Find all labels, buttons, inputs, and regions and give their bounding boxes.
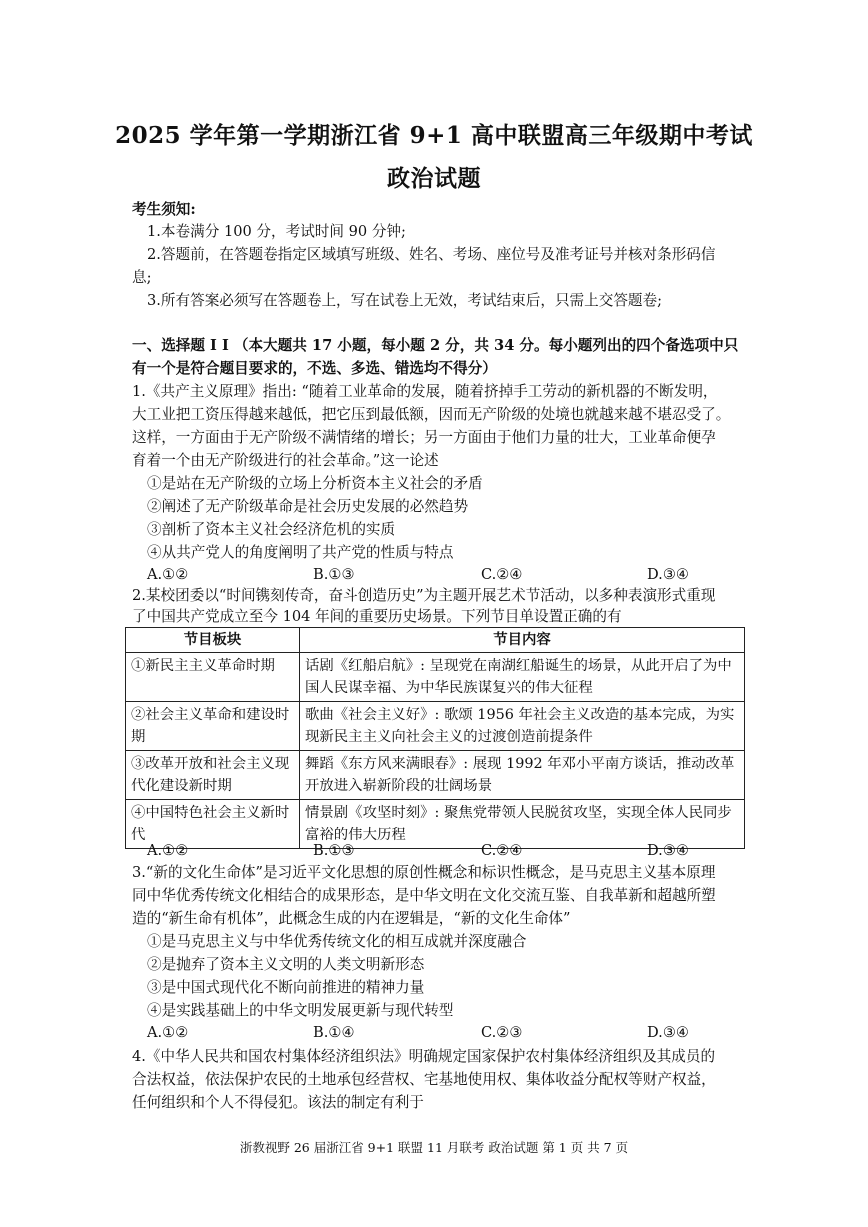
table-cell-period: ②社会主义革命和建设时期 [126,702,300,751]
q1-statement: ②阐述了无产阶级革命是社会历史发展的必然趋势 [147,498,469,515]
q3-option-b[interactable]: B.①④ [313,1024,355,1041]
page-footer: 浙教视野 26 届浙江省 9+1 联盟 11 月联考 政治试题 第 1 页 共 7 页 [239,1140,629,1155]
q4-stem: 任何组织和个人不得侵犯。该法的制定有利于 [132,1094,424,1111]
table-cell-content: 歌曲《社会主义好》: 歌颂 1956 年社会主义改造的基本完成，为实现新民主主义向社会主义的过渡创造前提条件 [300,702,745,751]
notice-item: 2.答题前，在答题卷指定区域填写班级、姓名、考场、座位号及准考证号并核对条形码信 [147,246,716,263]
table-header-row [126,628,745,653]
q3-statement: ④是实践基础上的中华文明发展更新与现代转型 [147,1002,454,1019]
q1-option-b[interactable]: B.①③ [313,566,355,583]
table-header: 节目板块 [126,628,300,653]
q3-option-d[interactable]: D.③④ [647,1024,689,1041]
q2-stem: 了中国共产党成立至今 104 年间的重要历史场景。下列节目单设置正确的有 [132,608,622,625]
q1-option-d[interactable]: D.③④ [647,566,689,583]
q3-statement: ②是抛弃了资本主义文明的人类文明新形态 [147,956,425,973]
table-cell-content: 话剧《红船启航》: 呈现党在南湖红船诞生的场景，从此开启了为中国人民谋幸福、为中华民族谋复兴的伟大征程 [300,653,745,702]
q1-statement: ①是站在无产阶级的立场上分析资本主义社会的矛盾 [147,475,483,492]
notice-item: 1.本卷满分 100 分，考试时间 90 分钟; [147,223,406,240]
notice-item: 3.所有答案必须写在答题卷上，写在试卷上无效，考试结束后，只需上交答题卷; [147,292,663,309]
table-header: 节目内容 [300,628,745,653]
notice-heading: 考生须知: [132,201,196,218]
q2-options [147,842,707,862]
q1-statement: ③剖析了资本主义社会经济危机的实质 [147,521,396,538]
q2-stem: 2.某校团委以“时间镌刻传奇，奋斗创造历史”为主题开展艺术节活动，以多种表演形式重现 [132,587,716,604]
q2-option-c[interactable]: C.②④ [481,842,523,859]
q1-stem: 育着一个由无产阶级进行的社会革命。”这一论述 [132,452,439,469]
program-table [125,627,745,849]
q3-statement: ③是中国式现代化不断向前推进的精神力量 [147,979,425,996]
q2-option-b[interactable]: B.①③ [313,842,355,859]
table-cell-period: ③改革开放和社会主义现代化建设新时期 [126,751,300,800]
table-row [126,751,745,800]
q1-stem: 1.《共产主义原理》指出: “随着工业革命的发展，随着挤掉手工劳动的新机器的不断发明， [132,383,718,400]
q4-stem: 合法权益，依法保护农民的土地承包经营权、宅基地使用权、集体收益分配权等财产权益， [132,1071,716,1088]
table-row [126,653,745,702]
q3-statement: ①是马克思主义与中华优秀传统文化的相互成就并深度融合 [147,933,527,950]
q3-option-a[interactable]: A.①② [147,1024,189,1041]
q2-option-d[interactable]: D.③④ [647,842,689,859]
table-cell-content: 情景剧《攻坚时刻》: 聚焦党带领人民脱贫攻坚，实现全体人民同步富裕的伟大历程 [300,800,745,849]
q1-options [147,566,707,586]
table-row [126,702,745,751]
table-cell-period: ①新民主主义革命时期 [126,653,300,702]
q3-stem: 同中华优秀传统文化相结合的成果形态，是中华文明在文化交流互鉴、自我革新和超越所塑 [132,887,716,904]
section-heading: 一、选择题 I I （本大题共 17 小题，每小题 2 分，共 34 分。每小题列出的四个备选项中只 [132,337,739,354]
q3-stem: 3.“新的文化生命体”是习近平文化思想的原创性概念和标识性概念，是马克思主义基本原理 [132,864,716,881]
q1-option-c[interactable]: C.②④ [481,566,523,583]
exam-title: 2025 学年第一学期浙江省 9+1 高中联盟高三年级期中考试 [115,122,753,149]
q1-stem: 这样，一方面由于无产阶级不满情绪的增长；另一方面由于他们力量的壮大，工业革命便孕 [132,429,716,446]
exam-subtitle: 政治试题 [387,165,481,192]
notice-item: 息; [132,269,152,286]
q2-option-a[interactable]: A.①② [147,842,189,859]
q4-stem: 4.《中华人民共和国农村集体经济组织法》明确规定国家保护农村集体经济组织及其成员的 [132,1048,716,1065]
q3-option-c[interactable]: C.②③ [481,1024,523,1041]
section-heading-cont: 有一个是符合题目要求的，不选、多选、错选均不得分） [132,360,497,377]
q1-statement: ④从共产党人的角度阐明了共产党的性质与特点 [147,544,454,561]
q3-stem: 造的“新生命有机体”，此概念生成的内在逻辑是，“新的文化生命体” [132,910,571,927]
q3-options [147,1024,707,1044]
table-cell-content: 舞蹈《东方风来满眼春》: 展现 1992 年邓小平南方谈话，推动改革开放进入崭新阶段的壮阔场景 [300,751,745,800]
table-cell-period: ④中国特色社会主义新时代 [126,800,300,849]
q1-stem: 大工业把工资压得越来越低，把它压到最低额，因而无产阶级的处境也就越来越不堪忍受了。 [132,406,731,423]
q1-option-a[interactable]: A.①② [147,566,189,583]
